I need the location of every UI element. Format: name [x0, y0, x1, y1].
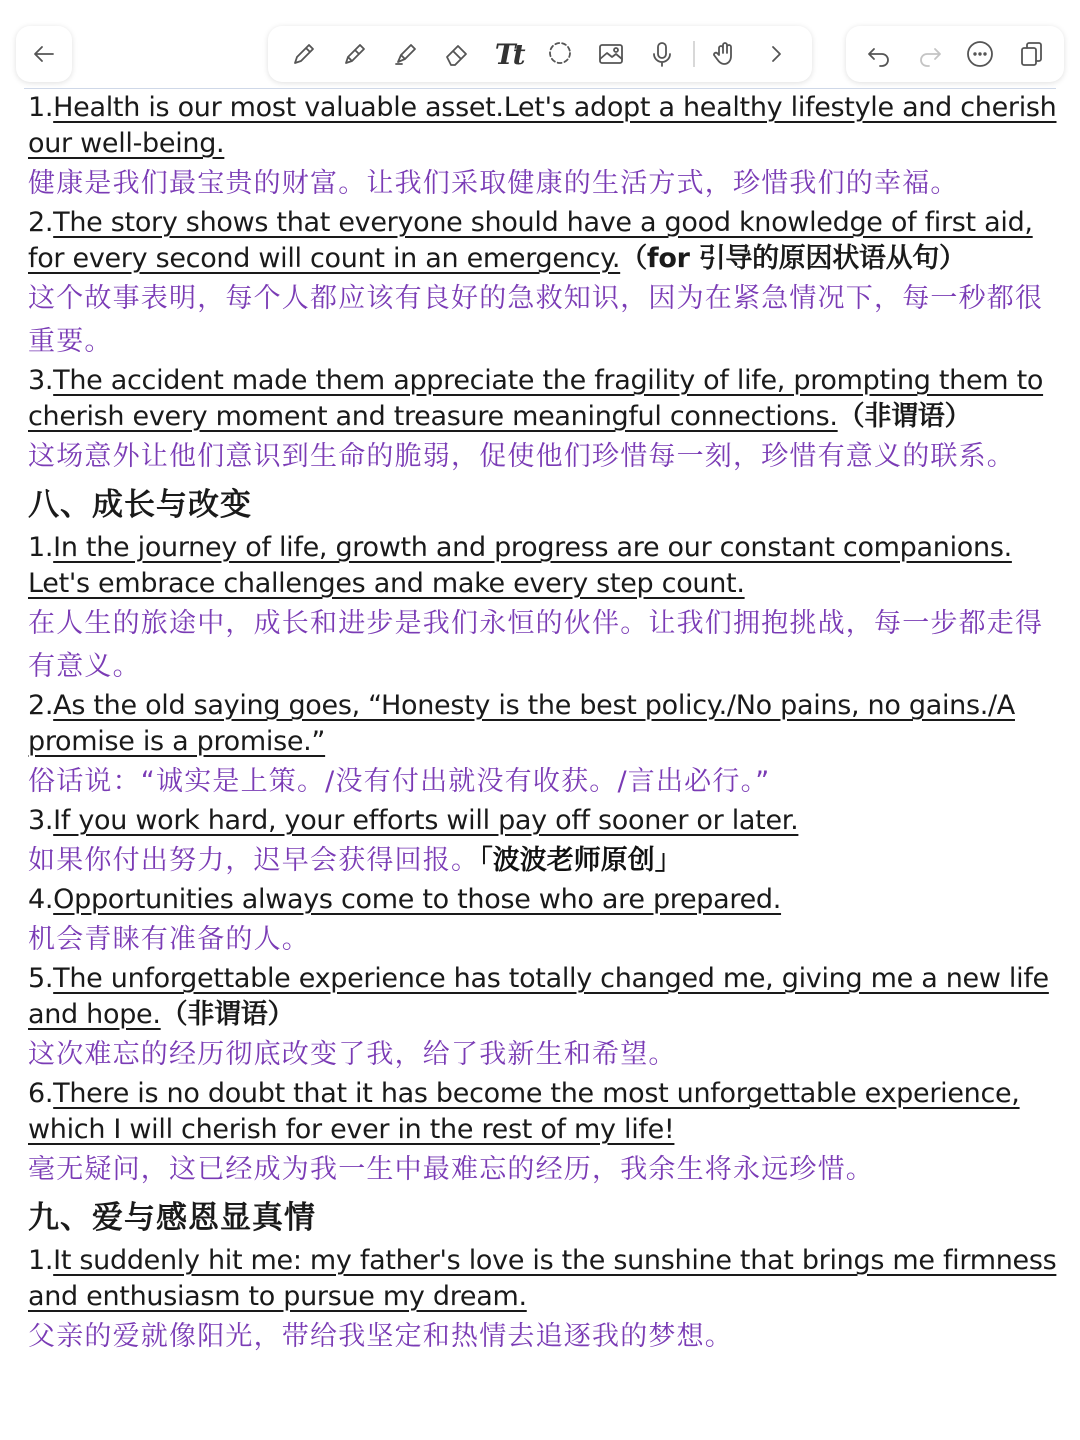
sentence-block [28, 530, 1058, 688]
chinese-translation [28, 839, 1058, 882]
eraser-icon[interactable] [436, 33, 478, 75]
english-sentence [28, 530, 1058, 602]
highlighter-icon[interactable] [385, 33, 427, 75]
item-number: 3. [28, 365, 54, 396]
chinese-translation: 这场意外让他们意识到生命的脆弱，促使他们珍惜每一刻，珍惜有意义的联系。 [28, 441, 1015, 472]
english-sentence [28, 90, 1058, 162]
chinese-translation: 这次难忘的经历彻底改变了我，给了我新生和希望。 [28, 1039, 677, 1070]
sentence-block [28, 961, 1058, 1076]
lasso-icon[interactable] [539, 33, 581, 75]
sentence-block [28, 363, 1058, 478]
english-sentence [28, 1076, 1058, 1148]
copy-icon[interactable] [1010, 33, 1052, 75]
sentence-block [28, 1243, 1058, 1358]
chinese-translation: 机会青睐有准备的人。 [28, 924, 310, 955]
english-sentence [28, 205, 1058, 277]
page-top-edge [24, 88, 1056, 89]
chinese-translation: 健康是我们最宝贵的财富。让我们采取健康的生活方式，珍惜我们的幸福。 [28, 168, 959, 199]
item-number: 1. [28, 92, 54, 123]
english-sentence [28, 961, 1058, 1033]
note-page[interactable] [28, 90, 1058, 1358]
sentence-block [28, 90, 1058, 205]
image-icon[interactable] [590, 33, 632, 75]
pen-icon[interactable] [283, 33, 325, 75]
chinese-translation: 父亲的爱就像阳光，带给我坚定和热情去追逐我的梦想。 [28, 1321, 733, 1352]
sentence-block [28, 882, 1058, 961]
english-text: The story shows that everyone should have a good knowledge of first aid, for every second will count in an emergency. [28, 207, 1033, 274]
fountain-pen-icon[interactable] [334, 33, 376, 75]
english-sentence [28, 363, 1058, 435]
english-sentence [28, 803, 1058, 839]
text-tool-icon[interactable] [488, 33, 530, 75]
grammar-note: （非谓语） [837, 401, 972, 432]
sentence-block [28, 803, 1058, 882]
item-number: 1. [28, 1245, 54, 1276]
item-number: 4. [28, 884, 54, 915]
arrow-left-icon [23, 33, 65, 75]
item-number: 3. [28, 805, 54, 836]
item-number: 5. [28, 963, 54, 994]
grammar-note: （非谓语） [160, 999, 295, 1030]
chevron-right-icon[interactable] [755, 33, 797, 75]
redo-icon[interactable] [909, 33, 951, 75]
toolbar [0, 0, 1080, 92]
undo-icon[interactable] [858, 33, 900, 75]
english-text: There is no doubt that it has become the most unforgettable experience, which I will cherish for ever in the rest of my life! [28, 1078, 1020, 1145]
english-sentence [28, 1243, 1058, 1315]
sentence-block [28, 205, 1058, 363]
section-heading: 九、爱与感恩显真情 [28, 1200, 316, 1236]
item-number: 1. [28, 532, 54, 563]
english-text: The unforgettable experience has totally changed me, giving me a new life and hope. [28, 963, 1049, 1030]
english-text: Health is our most valuable asset.Let's adopt a healthy lifestyle and cherish our well-being. [28, 92, 1057, 159]
document-actions [846, 26, 1064, 82]
english-text: In the journey of life, growth and progress are our constant companions. Let's embrace challenges and make every step count. [28, 532, 1012, 599]
section-heading: 八、成长与改变 [28, 487, 252, 523]
english-text: The accident made them appreciate the fragility of life, prompting them to cherish every moment and treasure meaningful connections. [28, 365, 1044, 432]
chinese-translation: 这个故事表明，每个人都应该有良好的急救知识，因为在紧急情况下，每一秒都很重要。 [28, 283, 1044, 357]
sentence-block [28, 688, 1058, 803]
more-icon[interactable] [959, 33, 1001, 75]
chinese-translation: 在人生的旅途中，成长和进步是我们永恒的伙伴。让我们拥抱挑战，每一步都走得有意义。 [28, 608, 1044, 682]
text-tool-label: Tt [494, 37, 523, 71]
grammar-note: （for 引导的原因状语从句） [620, 243, 966, 274]
english-text: As the old saying goes, “Honesty is the best policy./No pains, no gains./A promise is a promise.” [28, 690, 1015, 757]
item-number: 2. [28, 690, 54, 721]
chinese-translation: 毫无疑问，这已经成为我一生中最难忘的经历，我余生将永远珍惜。 [28, 1154, 874, 1185]
source-note: 「波波老师原创」 [479, 845, 682, 876]
english-text: Opportunities always come to those who are prepared. [53, 884, 782, 915]
english-text: It suddenly hit me: my father's love is the sunshine that brings me firmness and enthusiasm to pursue my dream. [28, 1245, 1057, 1312]
english-sentence [28, 882, 1058, 918]
item-number: 6. [28, 1078, 54, 1109]
hand-draw-icon[interactable] [704, 33, 746, 75]
drawing-tools [268, 26, 812, 82]
microphone-icon[interactable] [641, 33, 683, 75]
back-button[interactable] [16, 26, 72, 82]
chinese-translation: 俗话说：“诚实是上策。/没有付出就没有收获。/言出必行。” [28, 766, 771, 797]
chinese-text: 如果你付出努力，迟早会获得回报。 [28, 845, 480, 876]
sentence-block [28, 1076, 1058, 1191]
toolbar-divider [693, 41, 695, 67]
english-text: If you work hard, your efforts will pay off sooner or later. [53, 805, 799, 836]
english-sentence [28, 688, 1058, 760]
item-number: 2. [28, 207, 54, 238]
